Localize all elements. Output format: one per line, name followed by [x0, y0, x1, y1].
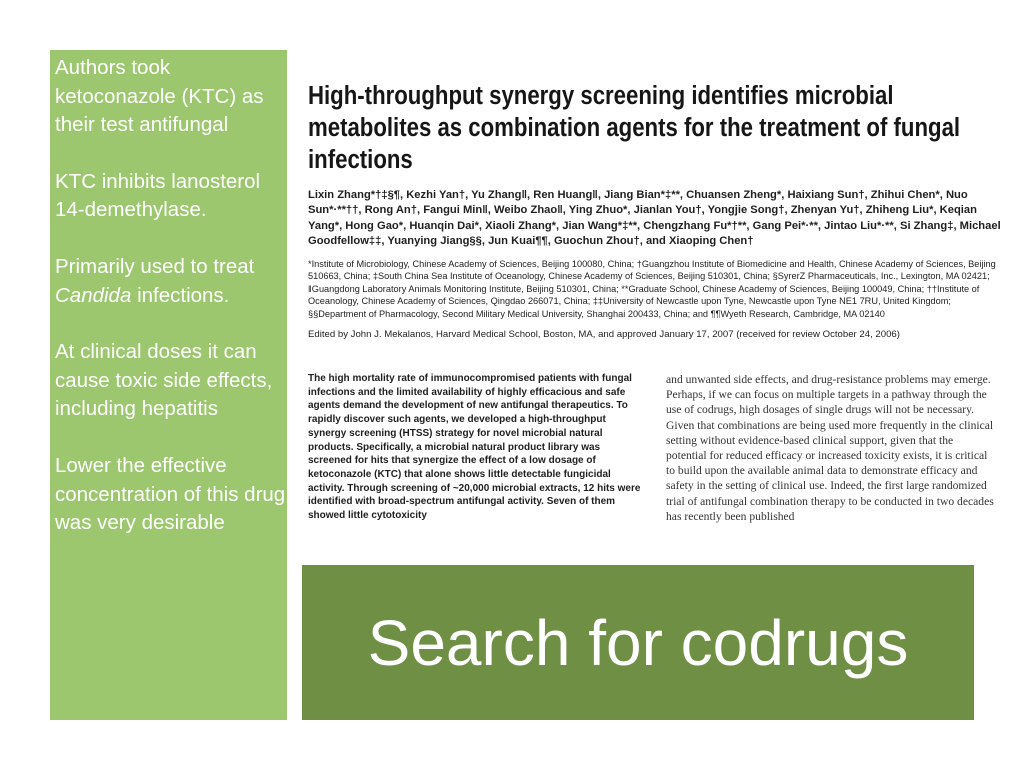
note-candida-pre: Primarily used to treat — [55, 254, 255, 278]
note-candida-post: infections. — [131, 283, 230, 307]
codrugs-banner — [302, 565, 974, 720]
paper-edited-by: Edited by John J. Mekalanos, Harvard Medical School, Boston, MA, and approved January 17, 2007 (received for review October 24, 2006) — [308, 328, 900, 340]
note-ktc-mechanism: KTC inhibits lanosterol 14-demethylase. — [55, 169, 261, 222]
paper-excerpt-image — [302, 80, 1001, 523]
note-candida-italic: Candida — [55, 283, 132, 307]
note-side-effects: At clinical doses it can cause toxic side effects, including hepatitis — [55, 340, 273, 421]
paper-affiliations: *Institute of Microbiology, Chinese Academy of Sciences, Beijing 100080, China; †Guangzhou Institute of Biomedicine and Health, Chinese Academy of Sciences, Beijing 510663, China; ‡South China Sea Institute of Oceanology, Chinese Academy of Sciences, Beijing 510301, China; §SyrerZ Pharmaceuticals, Inc., Lexington, MA 02421; ‖Guangdong Laboratory Animals Monitoring Institute, Beijing 510301, China; **Graduate School, Chinese Academy of Sciences, Beijing 100049, China; ††Institute of Oceanology, Chinese Academy of Sciences, Qingdao 266071, China; ‡‡University of Newcastle upon Tyne, Newcastle upon Tyne NE1 7RU, United Kingdom; §§Department of Pharmacology, Second Military Medical University, Shanghai 200433, China; and ¶¶Wyeth Research, Cambridge, MA 02140 — [308, 258, 996, 319]
note-candida — [55, 253, 287, 310]
note-ktc-test: Authors took ketoconazole (KTC) as their test antifungal — [55, 56, 264, 137]
note-lower-concentration: Lower the effective concentration of this drug was very desirable — [55, 453, 286, 535]
paper-title: High-throughput synergy screening identifies microbial metabolites as combination agents for the treatment of fungal infections — [308, 82, 961, 174]
paper-abstract: The high mortality rate of immunocompromised patients with fungal infections and the limited availability of highly efficacious and safe agents demand the development of new antifungal therapeutics. To rapidly discover such agents, we developed a high-throughput synergy screening (HTSS) strategy for novel microbial natural products. Specifically, a microbial natural product library was screened for hits that synergize the effect of a low dosage of ketoconazole (KTC) that alone shows little detectable fungicidal activity. Through screening of ~20,000 microbial extracts, 12 hits were identified with broad-spectrum antifungal activity. Seven of them showed little cytotoxicity — [308, 373, 641, 522]
sidebar-notes — [50, 50, 287, 720]
paper-right-column: and unwanted side effects, and drug-resistance problems may emerge. Perhaps, if we can focus on multiple targets in a pathway through the use of codrugs, high dosages of single drugs will not be necessary. Given that combinations are being used more frequently in the clinical setting without evidence-based clinical support, given that the potential for reduced efficacy or increased toxicity exists, it is critical to build upon the available animal data to demonstrate efficacy and safety in the setting of clinical use. Indeed, the first large randomized trial of antifungal combination therapy to be conducted in two decades has recently been published — [666, 373, 994, 523]
paper-authors: Lixin Zhang*†‡§¶, Kezhi Yan†, Yu Zhang‖, Ren Huang‖, Jiang Bian*‡**, Chuansen Zheng*, Haixiang Sun†, Zhihui Chen*, Nuo Sun*·**††, Rong An†, Fangui Min‖, Weibo Zhao‖, Ying Zhuo*, Jianlan You†, Yongjie Song†, Zhenyan Yu†, Zhiheng Liu*, Keqian Yang*, Hong Gao*, Huanqin Dai*, Xiaoli Zhang*, Jian Wang*‡**, Chengzhang Fu*†**, Gang Pei*·**, Jintao Liu*·**, Si Zhang‡, Michael Goodfellow‡‡, Yuanying Jiang§§, Jun Kuai¶¶, Guochun Zhou†, and Xiaoping Chen† — [308, 189, 1001, 248]
banner-text: Search for codrugs — [367, 606, 909, 679]
